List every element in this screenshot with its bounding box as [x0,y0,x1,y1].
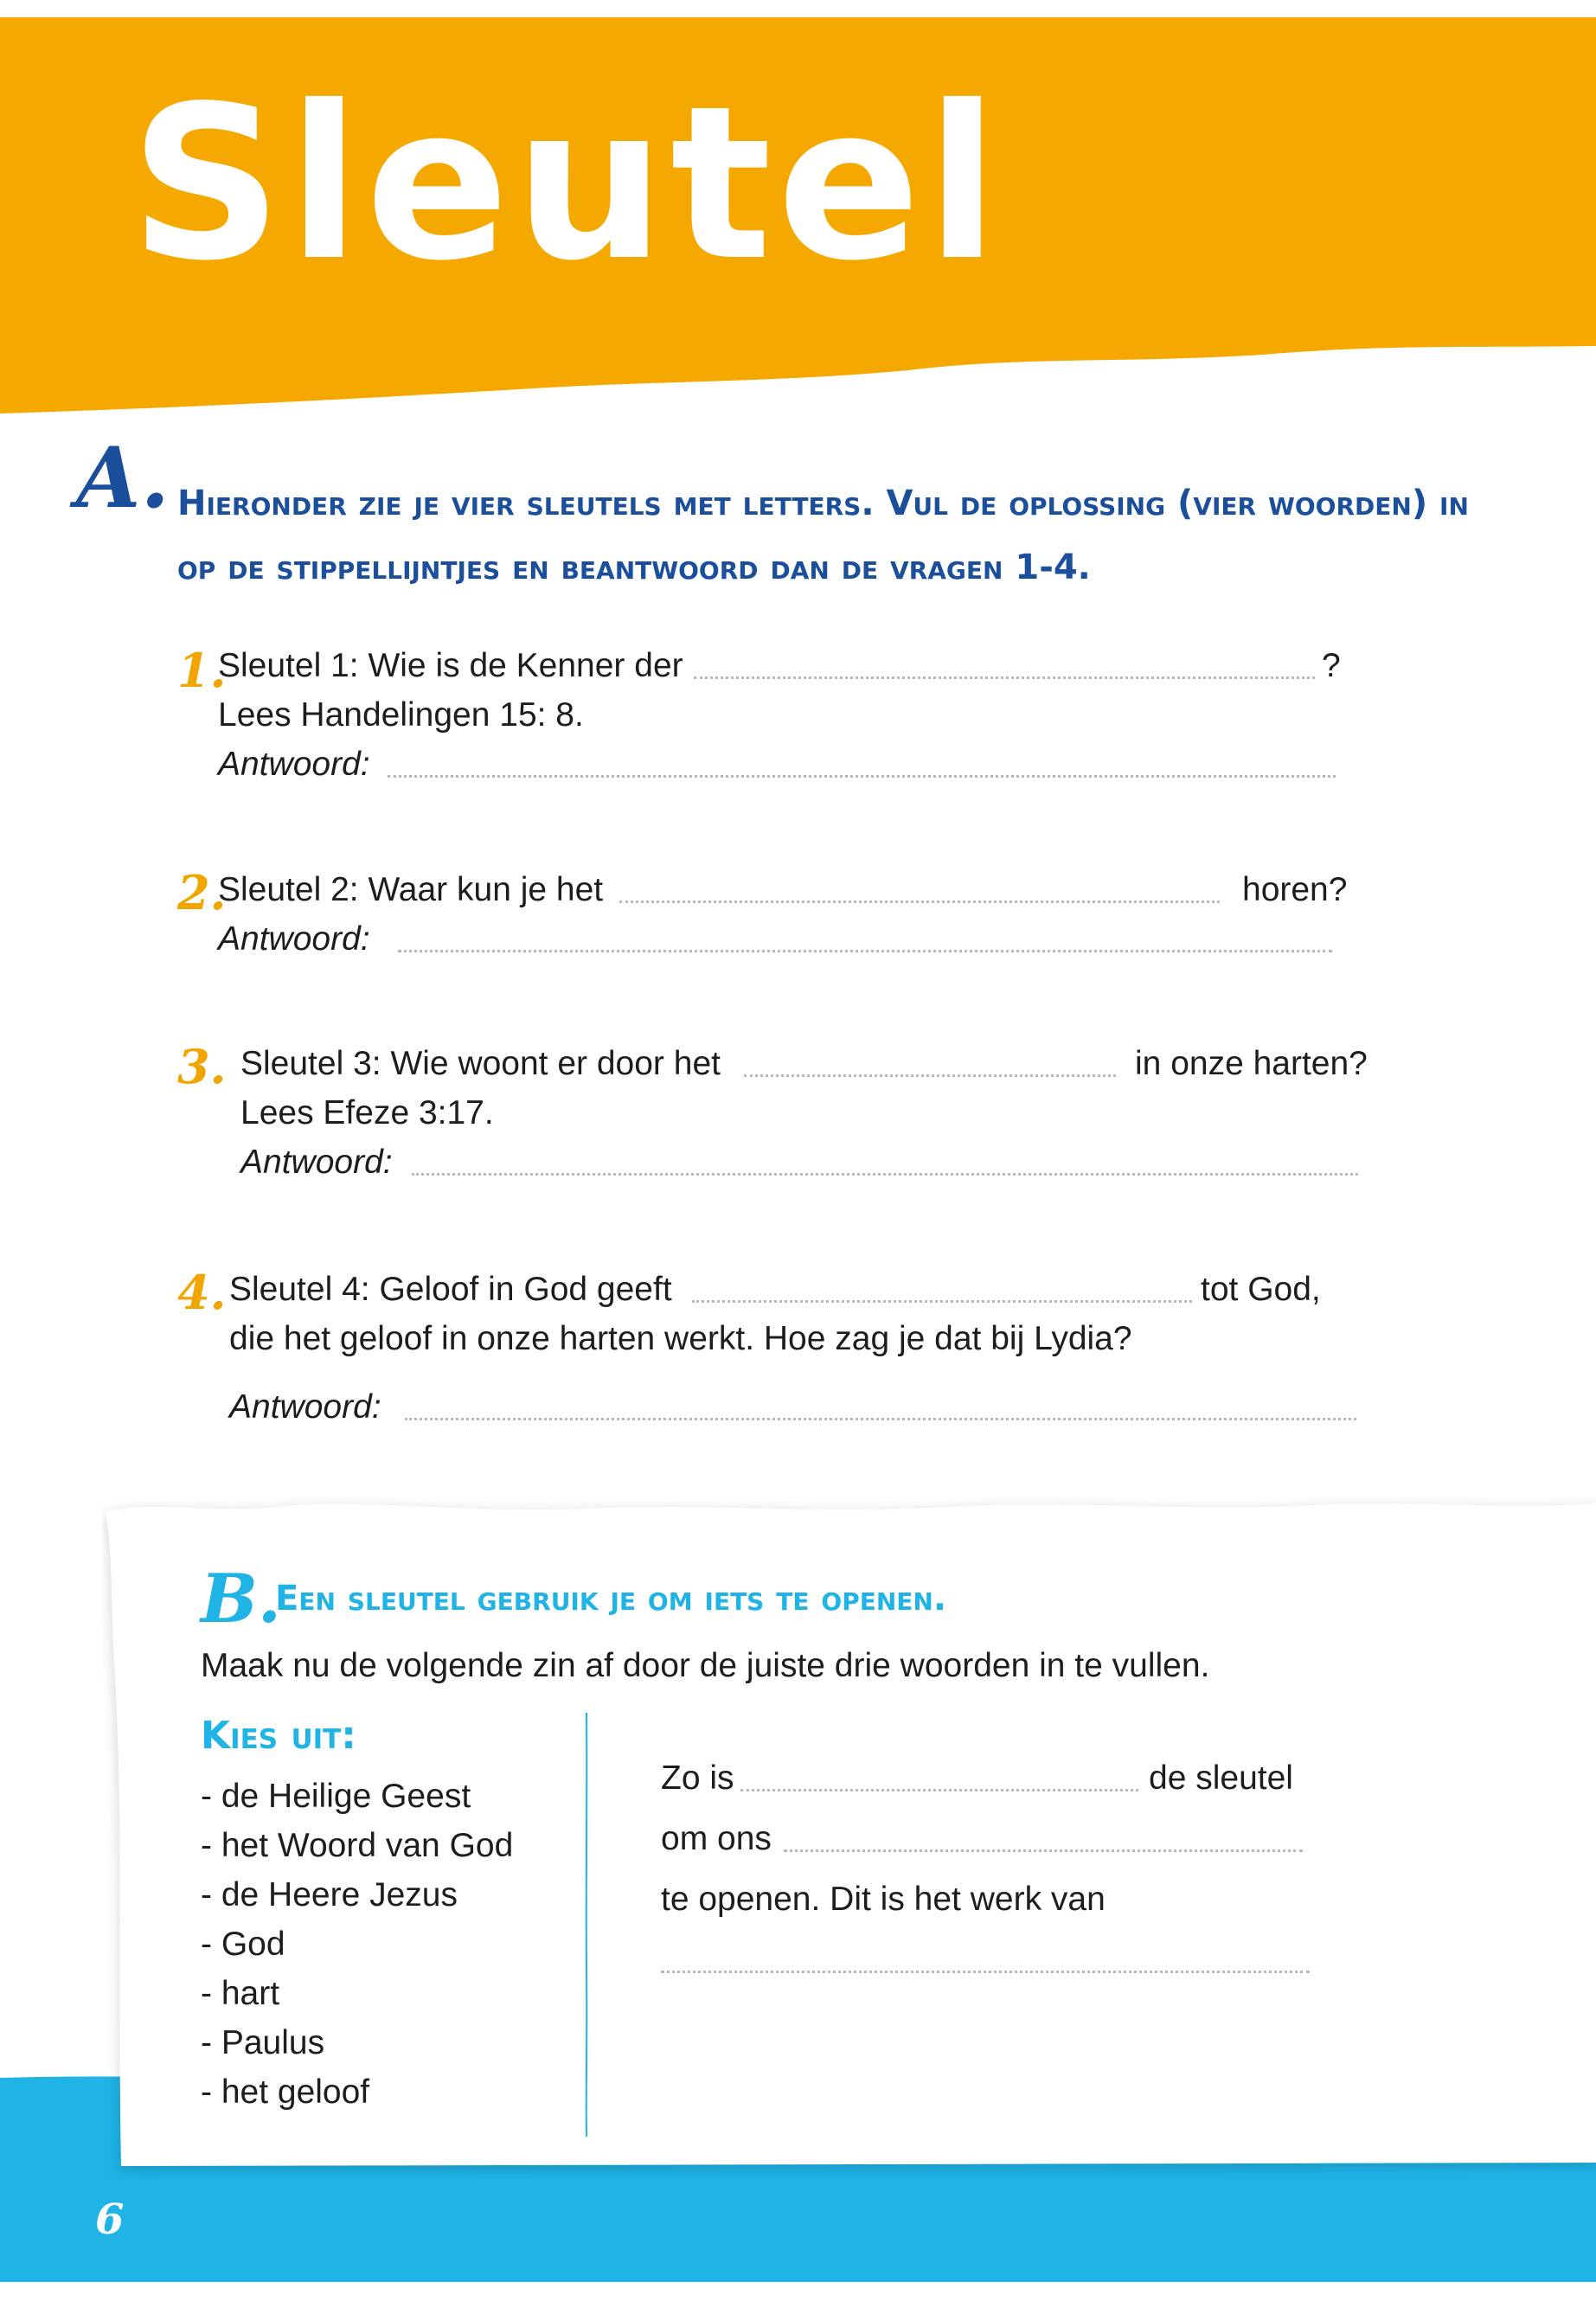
question-4-number: 4. [177,1265,227,1320]
sentence-part-4: te openen. Dit is het werk van [661,1881,1106,1918]
sentence-part-1: Zo is [661,1759,734,1797]
choose-label: Kies uit: [201,1714,356,1758]
question-2-blank[interactable] [619,901,1220,903]
question-1-blank[interactable] [694,676,1315,679]
question-1-text-end: ? [1322,647,1341,684]
question-4-blank[interactable] [692,1300,1192,1303]
question-1-reference: Lees Handelingen 15: 8. [218,696,584,734]
sentence-part-3: om ons [661,1820,772,1857]
question-1-number: 1. [177,643,227,698]
question-4-text-end: tot God, [1201,1271,1321,1308]
option-item: - het Woord van God [201,1827,514,1864]
question-4-text: Sleutel 4: Geloof in God geeft [229,1271,672,1308]
sentence-blank-1[interactable] [740,1789,1138,1791]
section-a-intro: Hieronder zie je vier sleutels met letters. Vul de oplossing (vier woorden) in op de stippellijntjes en beantwoord dan de vragen 1-4. [177,484,1469,587]
column-divider [585,1713,588,2137]
section-b-instruction: Maak nu de volgende zin af door de juiste drie woorden in te vullen. [201,1647,1210,1684]
page-title: Sleutel [130,61,1004,307]
question-2-number: 2. [177,865,227,920]
sentence-blank-2[interactable] [784,1849,1303,1852]
question-2-answer-field[interactable] [398,950,1332,952]
question-4-answer-field[interactable] [405,1418,1356,1420]
option-item: - het geloof [201,2073,370,2111]
question-2-text: Sleutel 2: Waar kun je het [218,871,604,908]
question-4-continuation: die het geloof in onze harten werkt. Hoe zag je dat bij Lydia? [229,1320,1132,1357]
question-3-answer-field[interactable] [412,1173,1358,1176]
option-item: - Paulus [201,2024,325,2061]
option-item: - de Heere Jezus [201,1876,458,1913]
sentence-blank-3[interactable] [661,1971,1310,1973]
section-b-heading: Een sleutel gebruik je om iets te openen. [275,1579,947,1618]
page-number: 6 [95,2195,125,2244]
question-3-text: Sleutel 3: Wie woont er door het [240,1045,721,1082]
sentence-part-2: de sleutel [1149,1759,1293,1797]
option-item: - de Heilige Geest [201,1778,471,1815]
question-2-answer-label: Antwoord: [218,920,370,958]
options-list [201,1772,513,2117]
option-item: - hart [201,1975,280,2012]
question-2-text-end: horen? [1242,871,1348,908]
question-3-number: 3. [177,1039,227,1094]
question-4-answer-label: Antwoord: [229,1388,381,1426]
option-item: - God [201,1926,285,1963]
question-3-answer-label: Antwoord: [240,1144,393,1181]
question-1-answer-field[interactable] [388,775,1336,778]
question-3-text-end: in onze harten? [1135,1045,1368,1082]
question-1-text: Sleutel 1: Wie is de Kenner der [218,647,683,684]
question-3-blank[interactable] [744,1074,1116,1077]
question-1-answer-label: Antwoord: [218,746,370,783]
section-b-letter: B. [201,1560,282,1638]
question-3-reference: Lees Efeze 3:17. [240,1094,494,1131]
section-a-letter: A. [76,429,170,527]
